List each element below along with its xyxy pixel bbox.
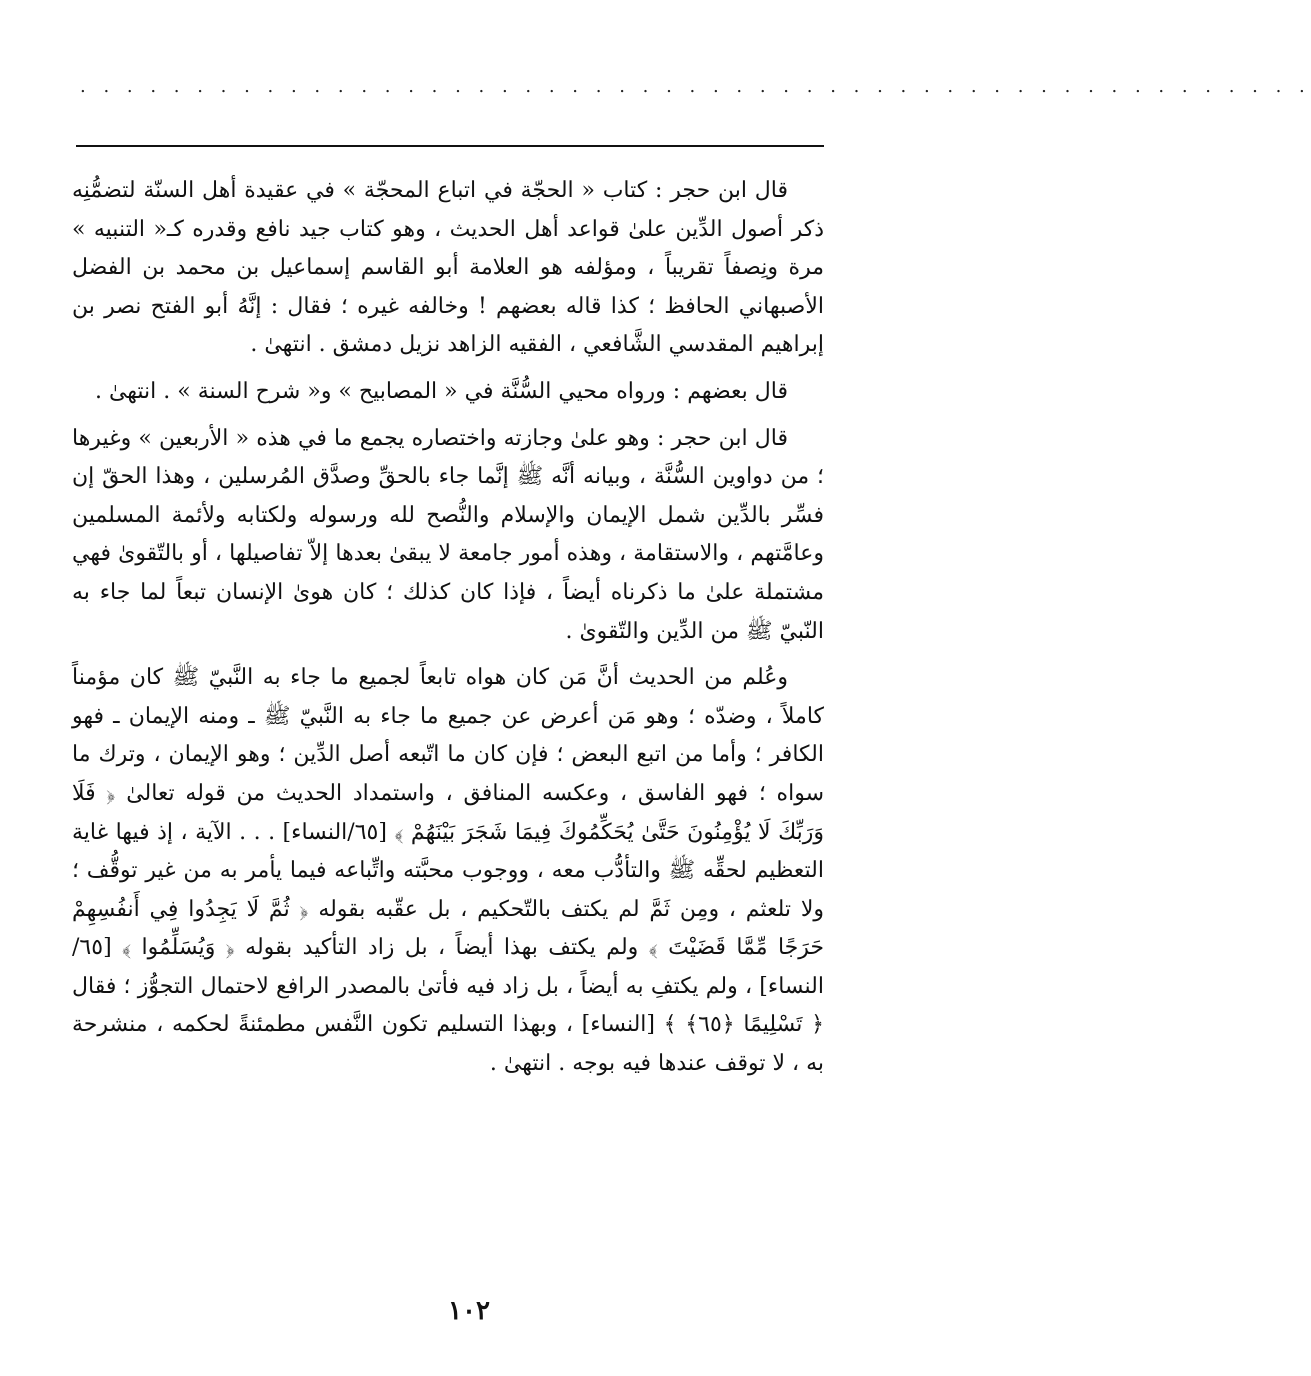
paragraph-some-said: قال بعضهم : ورواه محيي السُّنَّة في « المصابيح » و« شرح السنة » . انتهىٰ . <box>94 378 788 404</box>
paragraph-ibn-hajar-book: قال ابن حجر : كتاب « الحجّة في اتباع المحجّة » في عقيدة أهل السنّة لتضمُّنِه ذكر أصول الدِّين علىٰ قواعد أهل الحديث ، وهو كتاب جيد نافع وقدره كـ« التنبيه » مرة ونِصفاً تقريباً ، ومؤلفه هو العلامة أبو القاسم إسماعيل بن محمد بن الفضل الأصبهاني الحافظ ؛ كذا قاله بعضهم ! وخالفه غيره ؛ فقال : إنَّهُ أبو الفتح نصر بن إبراهيم المقدسي الشَّافعي ، الفقيه الزاهد نزيل دمشق . انتهىٰ . <box>72 178 824 358</box>
page-number: ١٠٢ <box>448 1296 490 1326</box>
paragraph-ibn-hajar-summary: قال ابن حجر : وهو علىٰ وجازته واختصاره يجمع ما في هذه « الأربعين » وغيرها ؛ من دواوين السُّنَّة ، وبيانه أنَّه ﷺ إنَّما جاء بالحقِّ وصدَّق المُرسلين ، وهذا الحقّ إن فسِّر بالدِّين شمل الإيمان والإسلام والنُّصح لله ورسوله ولكتابه ولأئمة المسلمين وعامَّتهم ، والاستقامة ، وهذه أمور جامعة لا يبقىٰ بعدها إلاّ تفاصيلها ، أو بالتّقوىٰ فهي مشتملة علىٰ ما ذكرناه أيضاً ، فإذا كان كذلك ؛ كان هوىٰ الإنسان تبعاً لما جاء به النّبيّ ﷺ من الدِّين والتّقوىٰ . <box>72 425 824 644</box>
paragraph-hadith-explanation: وعُلم من الحديث أنَّ مَن كان هواه تابعاً لجميع ما جاء به النَّبيّ ﷺ كان مؤمناً كاملاً ، وضدّه ؛ وهو مَن أعرض عن جميع ما جاء به النَّبيّ ﷺ ـ ومنه الإيمان ـ فهو الكافر ؛ وأما من اتبع البعض ؛ فإن كان ما اتّبعه أصل الدِّين ؛ وهو الإيمان ، وترك ما سواه ؛ فهو الفاسق ، وعكسه المنافق ، واستمداد الحديث من قوله تعالىٰ ﴿ فَلَا وَرَبِّكَ لَا يُؤْمِنُونَ حَتَّىٰ يُحَكِّمُوكَ فِيمَا شَجَرَ بَيْنَهُمْ ﴾ [٦٥/النساء] . . . الآية ، إذ فيها غاية التعظيم لحقِّه ﷺ والتأدُّب معه ، ووجوب محبَّته واتِّباعه فيما يأمر به من غير توقُّف ؛ ولا تلعثم ، ومِن ثَمَّ لم يكتف بالتّحكيم ، بل عقّبه بقوله ﴿ ثُمَّ لَا يَجِدُوا فِي أَنفُسِهِمْ حَرَجًا مِّمَّا قَضَيْتَ ﴾ ولم يكتف بهذا أيضاً ، بل زاد التأكيد بقوله ﴿ وَيُسَلِّمُوا ﴾ [٦٥/النساء] ، ولم يكتفِ به أيضاً ، بل زاد فيه فأتىٰ بالمصدر الرافع لاحتمال التجوُّز ؛ فقال ﴿ تَسْلِيمًا ﴿٦٥﴾ ﴾ [النساء] ، وبهذا التسليم تكون النَّفس مطمئنةً لحكمه ، منشرحة به ، لا توقف عندها فيه بوجه . انتهىٰ . <box>72 665 824 1077</box>
header-dotted-line: . . . . . . . . . . . . . . . . . . . . . . . . . . . . . . . . . . . . . . . . . . . . . . . . . . . . . <box>80 76 1311 97</box>
header-rule <box>76 145 824 147</box>
page-body <box>72 172 824 1092</box>
